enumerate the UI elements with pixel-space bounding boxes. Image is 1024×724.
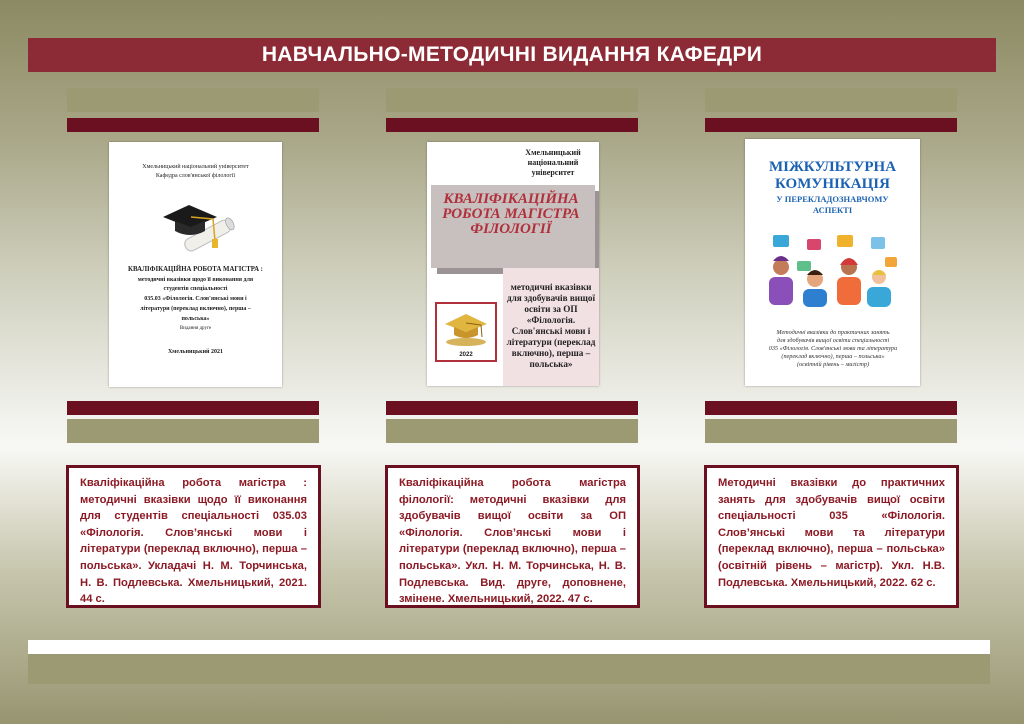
decor-bar-maroon — [386, 118, 638, 132]
cover-subtitle-line: польська» — [181, 316, 210, 322]
cover-title-line: У ПЕРЕКЛАДОЗНАВЧОМУ — [776, 194, 889, 204]
book-description-3: Методичні вказівки до практичних занять для здобувачів вищої освіти спеціальності 035 «Філологія. Слов’янські мови та літератури (переклад включно), перша – польська» (освітній рівень – магістр). Укл. Н.В. Подлевська. Хмельницький, 2022. 62 с. — [704, 465, 959, 608]
decor-bar-olive — [67, 419, 319, 443]
decor-bar-maroon — [67, 118, 319, 132]
decor-bar-olive — [705, 419, 957, 443]
cover-title-line: КОМУНІКАЦІЯ — [775, 176, 890, 192]
decor-bar-olive — [386, 88, 638, 112]
cover-university: Хмельницький національний університет — [525, 148, 581, 177]
cover-subtitle-line: 035.03 «Філологія. Слов'янські мови і — [144, 296, 247, 302]
cover-title-line: АСПЕКТІ — [812, 205, 853, 215]
cover-year: 2022 — [459, 352, 473, 358]
cover-subtitle-line: методичні вказівки щодо її виконання для — [137, 277, 254, 283]
cover-subtitle: методичні вказівки для здобувачів вищої освіти за ОП «Філологія. Слов'янські мови і літератури (переклад включно), перша – польська» — [506, 282, 596, 369]
decor-bar-maroon — [705, 401, 957, 415]
cover-title: КВАЛІФІКАЦІЙНА РОБОТА МАГІСТРА ФІЛОЛОГІЇ — [442, 191, 580, 237]
cover-subtitle-line: (переклад включно), перша – польська» — [781, 353, 885, 360]
cover-subtitle-line: літератури (переклад включно), перша – — [140, 306, 251, 312]
book-cover-2[interactable] — [427, 142, 599, 386]
cover-title-line: МІЖКУЛЬТУРНА — [768, 159, 897, 175]
footer-bar-white — [28, 640, 990, 654]
graduation-cap-icon — [441, 308, 491, 348]
cover-subtitle-line: студентів спеціальності — [163, 286, 228, 292]
book-cover-3[interactable] — [745, 139, 920, 386]
cover-subtitle-line: 035 «Філологія. Слов'янські мови та літератури — [768, 345, 898, 352]
decor-bar-maroon — [705, 118, 957, 132]
graduation-cap-diploma-icon — [159, 197, 237, 259]
cover-subtitle-line: (освітній рівень – магістр) — [796, 361, 870, 368]
cover-city-year: Хмельницький 2021 — [167, 349, 224, 355]
people-chat-illustration-icon — [767, 233, 899, 309]
book-description-1: Кваліфікаційна робота магістра : методичні вказівки щодо її виконання для студентів спеціальності 035.03 «Філологія. Слов’янські мови і літератури (переклад включно), перша – польська». Укладачі Н. М. Торчинська, Н. В. Подлевська. Хмельницький, 2021. 44 с. — [66, 465, 321, 608]
cover-title: КВАЛІФІКАЦІЙНА РОБОТА МАГІСТРА : — [128, 266, 263, 273]
cover-department: Кафедра слов'янської філології — [155, 173, 236, 179]
cover-subtitle-line: Методичні вказівки до практичних занять — [776, 329, 890, 336]
decor-bar-maroon — [67, 401, 319, 415]
decor-bar-maroon — [386, 401, 638, 415]
cover-subtitle-line: для здобувачів вищої освіти спеціальності — [776, 337, 890, 344]
cover-university: Хмельницький національний університет — [142, 164, 249, 170]
decor-bar-olive — [67, 88, 319, 112]
cover-edition: Видання друге — [179, 326, 212, 331]
decor-bar-olive — [705, 88, 957, 112]
decor-bar-olive — [386, 419, 638, 443]
footer-bar-olive — [28, 654, 990, 684]
book-cover-1[interactable] — [109, 142, 282, 387]
book-description-2: Кваліфікаційна робота магістра філології: методичні вказівки для здобувачів вищої освіти за ОП «Філологія. Слов’янські мови і літератури (переклад включно), перша – польська». Укл. Н. М. Торчинська, Н. В. Подлевська. Вид. друге, доповнене, змінене. Хмельницький, 2022. 47 с. — [385, 465, 640, 608]
page-title: НАВЧАЛЬНО-МЕТОДИЧНІ ВИДАННЯ КАФЕДРИ — [28, 38, 996, 72]
